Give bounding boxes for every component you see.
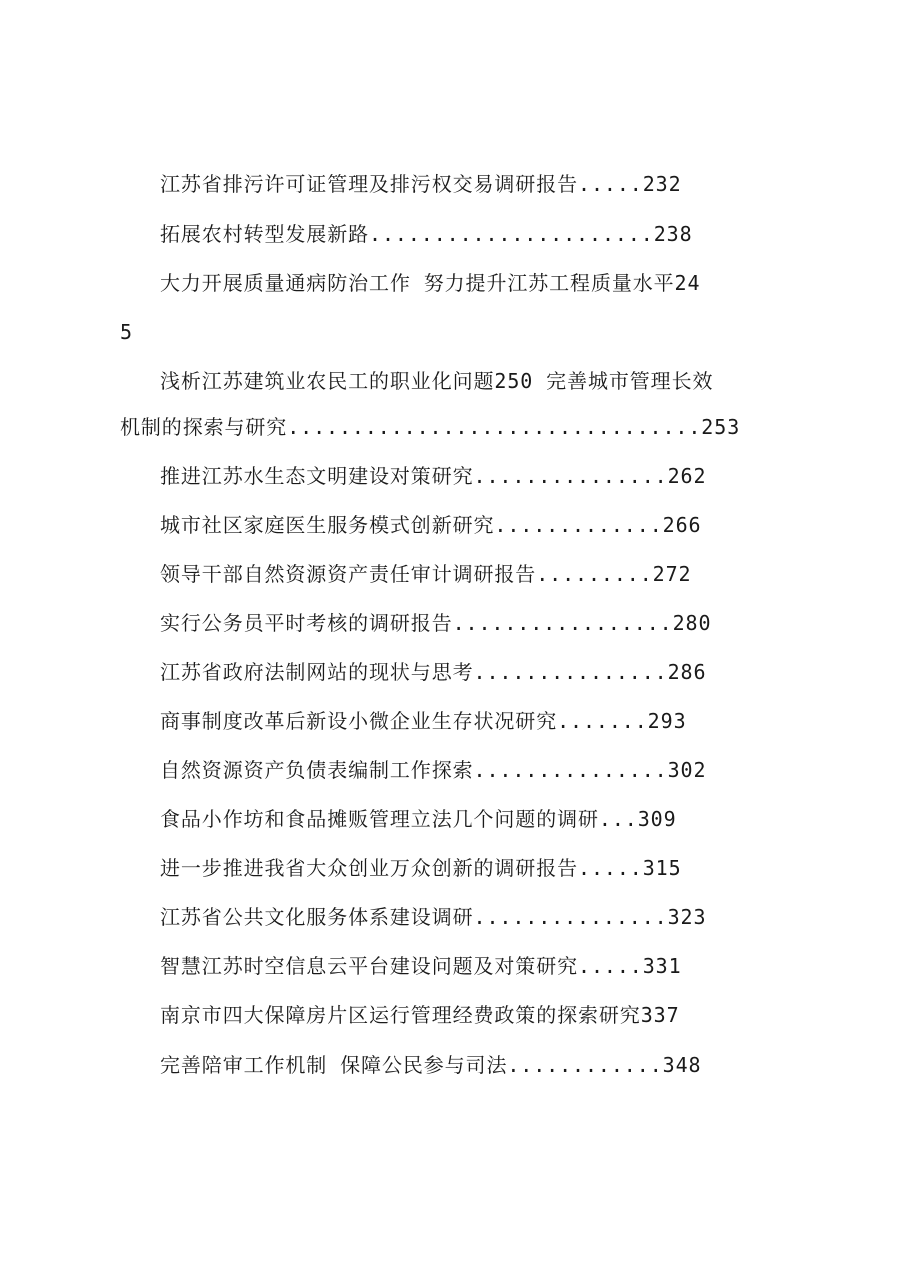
toc-entry: 城市社区家庭医生服务模式创新研究.............266 (160, 513, 702, 537)
toc-entry-continuation: 5 (120, 320, 133, 344)
toc-entry: 进一步推进我省大众创业万众创新的调研报告.....315 (160, 856, 682, 880)
toc-entry: 领导干部自然资源资产责任审计调研报告.........272 (160, 562, 692, 586)
toc-entry: 浅析江苏建筑业农民工的职业化问题250 完善城市管理长效 (160, 369, 714, 393)
toc-entry: 完善陪审工作机制 保障公民参与司法............348 (160, 1053, 702, 1077)
toc-entry: 推进江苏水生态文明建设对策研究...............262 (160, 464, 707, 488)
toc-entry: 商事制度改革后新设小微企业生存状况研究.......293 (160, 709, 687, 733)
toc-entry: 江苏省排污许可证管理及排污权交易调研报告.....232 (160, 172, 682, 196)
toc-entry: 大力开展质量通病防治工作 努力提升江苏工程质量水平24 (160, 271, 701, 295)
toc-entry: 拓展农村转型发展新路......................238 (160, 222, 693, 246)
toc-entry-continuation: 机制的探索与研究................................253 (120, 415, 741, 439)
toc-entry: 智慧江苏时空信息云平台建设问题及对策研究.....331 (160, 954, 682, 978)
toc-entry: 实行公务员平时考核的调研报告.................280 (160, 611, 712, 635)
toc-entry: 江苏省政府法制网站的现状与思考...............286 (160, 660, 707, 684)
toc-entry: 江苏省公共文化服务体系建设调研...............323 (160, 905, 707, 929)
toc-entry: 南京市四大保障房片区运行管理经费政策的探索研究337 (160, 1003, 680, 1027)
toc-entry: 食品小作坊和食品摊贩管理立法几个问题的调研...309 (160, 807, 677, 831)
toc-entry: 自然资源资产负债表编制工作探索...............302 (160, 758, 707, 782)
